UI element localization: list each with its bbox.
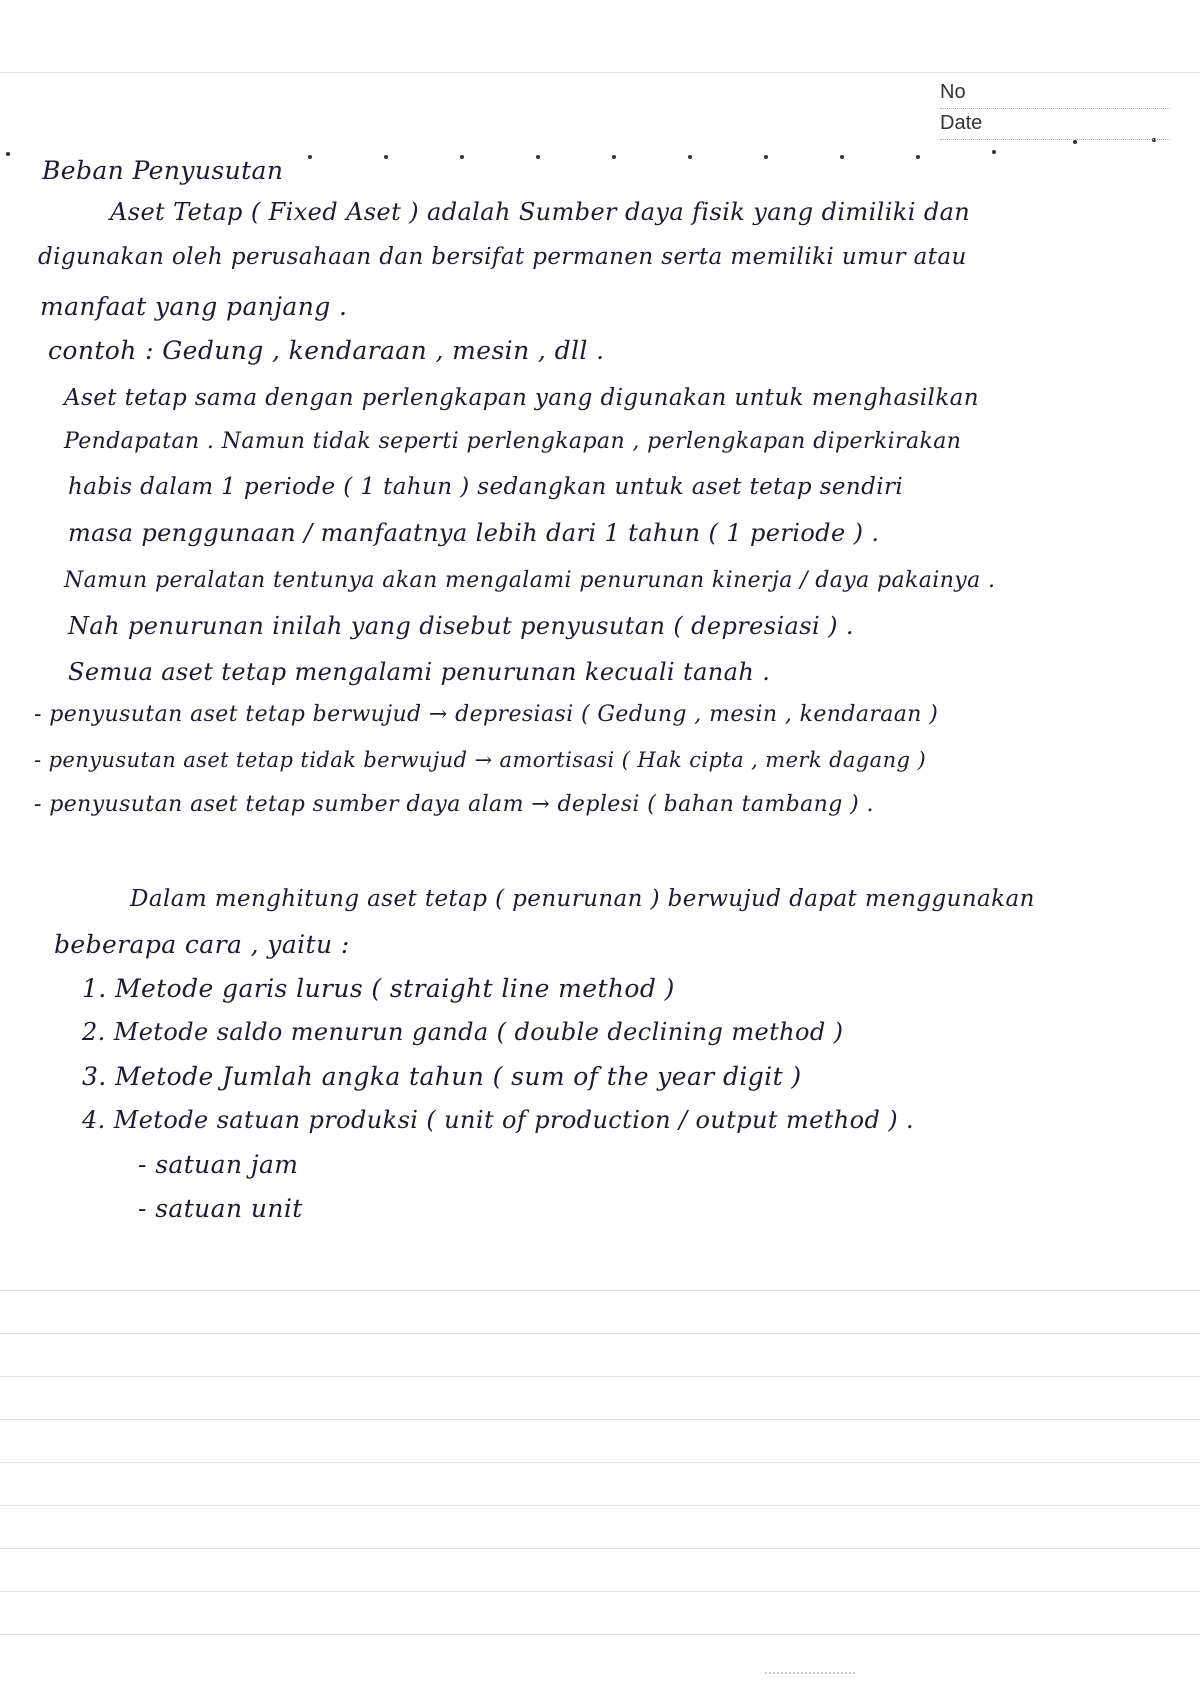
note-line: Semua aset tetap mengalami penurunan kecuali tanah . <box>68 658 771 686</box>
ruler-dot <box>612 155 616 159</box>
page-header <box>940 78 1170 140</box>
ruler-dot <box>840 155 844 159</box>
ruled-line <box>0 1376 1200 1377</box>
note-line: 2. Metode saldo menurun ganda ( double declining method ) <box>82 1018 844 1046</box>
ruled-line <box>0 1333 1200 1334</box>
note-line: - penyusutan aset tetap berwujud → depresiasi ( Gedung , mesin , kendaraan ) <box>34 702 939 727</box>
ruler-dot <box>308 155 312 159</box>
note-line: Dalam menghitung aset tetap ( penurunan ) berwujud dapat menggunakan <box>130 886 1035 912</box>
note-line: Aset tetap sama dengan perlengkapan yang digunakan untuk menghasilkan <box>64 385 979 411</box>
ruler-dot <box>1073 140 1077 144</box>
note-line: habis dalam 1 periode ( 1 tahun ) sedangkan untuk aset tetap sendiri <box>68 474 904 500</box>
note-line: Namun peralatan tentunya akan mengalami penurunan kinerja / daya pakainya . <box>64 568 996 593</box>
note-line: Pendapatan . Namun tidak seperti perlengkapan , perlengkapan diperkirakan <box>64 429 962 454</box>
note-line: digunakan oleh perusahaan dan bersifat permanen serta memiliki umur atau <box>38 244 967 270</box>
footer-mark <box>765 1672 855 1674</box>
ruler-dot <box>6 152 10 156</box>
note-line: masa penggunaan / manfaatnya lebih dari 1 tahun ( 1 periode ) . <box>68 519 880 547</box>
note-line: - satuan jam <box>138 1150 299 1179</box>
note-line: beberapa cara , yaitu : <box>54 930 350 959</box>
ruled-line <box>0 1634 1200 1635</box>
ruled-line <box>0 72 1200 73</box>
note-line: Nah penurunan inilah yang disebut penyusutan ( depresiasi ) . <box>68 612 854 640</box>
notes-title: Beban Penyusutan <box>42 156 284 185</box>
ruler-dot <box>384 155 388 159</box>
ruled-line <box>0 1591 1200 1592</box>
no-label: No <box>940 81 966 103</box>
note-line: contoh : Gedung , kendaraan , mesin , dll . <box>48 336 605 365</box>
ruled-line <box>0 1290 1200 1291</box>
date-field <box>940 109 1170 140</box>
note-line: - penyusutan aset tetap tidak berwujud → amortisasi ( Hak cipta , merk dagang ) <box>34 748 927 772</box>
note-line: - penyusutan aset tetap sumber daya alam → deplesi ( bahan tambang ) . <box>34 792 874 817</box>
ruler-dot <box>764 155 768 159</box>
ruler-dot <box>688 155 692 159</box>
note-line: - satuan unit <box>138 1194 303 1223</box>
no-field <box>940 78 1170 109</box>
note-line: 1. Metode garis lurus ( straight line method ) <box>82 974 675 1003</box>
note-line: Aset Tetap ( Fixed Aset ) adalah Sumber daya fisik yang dimiliki dan <box>110 198 971 226</box>
ruled-line <box>0 1548 1200 1549</box>
ruler-dot <box>916 155 920 159</box>
date-label: Date <box>940 112 983 134</box>
ruler-dot <box>992 150 996 154</box>
note-line: manfaat yang panjang . <box>40 292 348 321</box>
note-line: 3. Metode Jumlah angka tahun ( sum of the year digit ) <box>82 1062 802 1091</box>
ruled-line <box>0 1419 1200 1420</box>
ruled-line <box>0 1505 1200 1506</box>
note-line: 4. Metode satuan produksi ( unit of production / output method ) . <box>82 1106 915 1134</box>
ruled-line <box>0 1462 1200 1463</box>
ruler-dot <box>536 155 540 159</box>
ruler-dot <box>460 155 464 159</box>
